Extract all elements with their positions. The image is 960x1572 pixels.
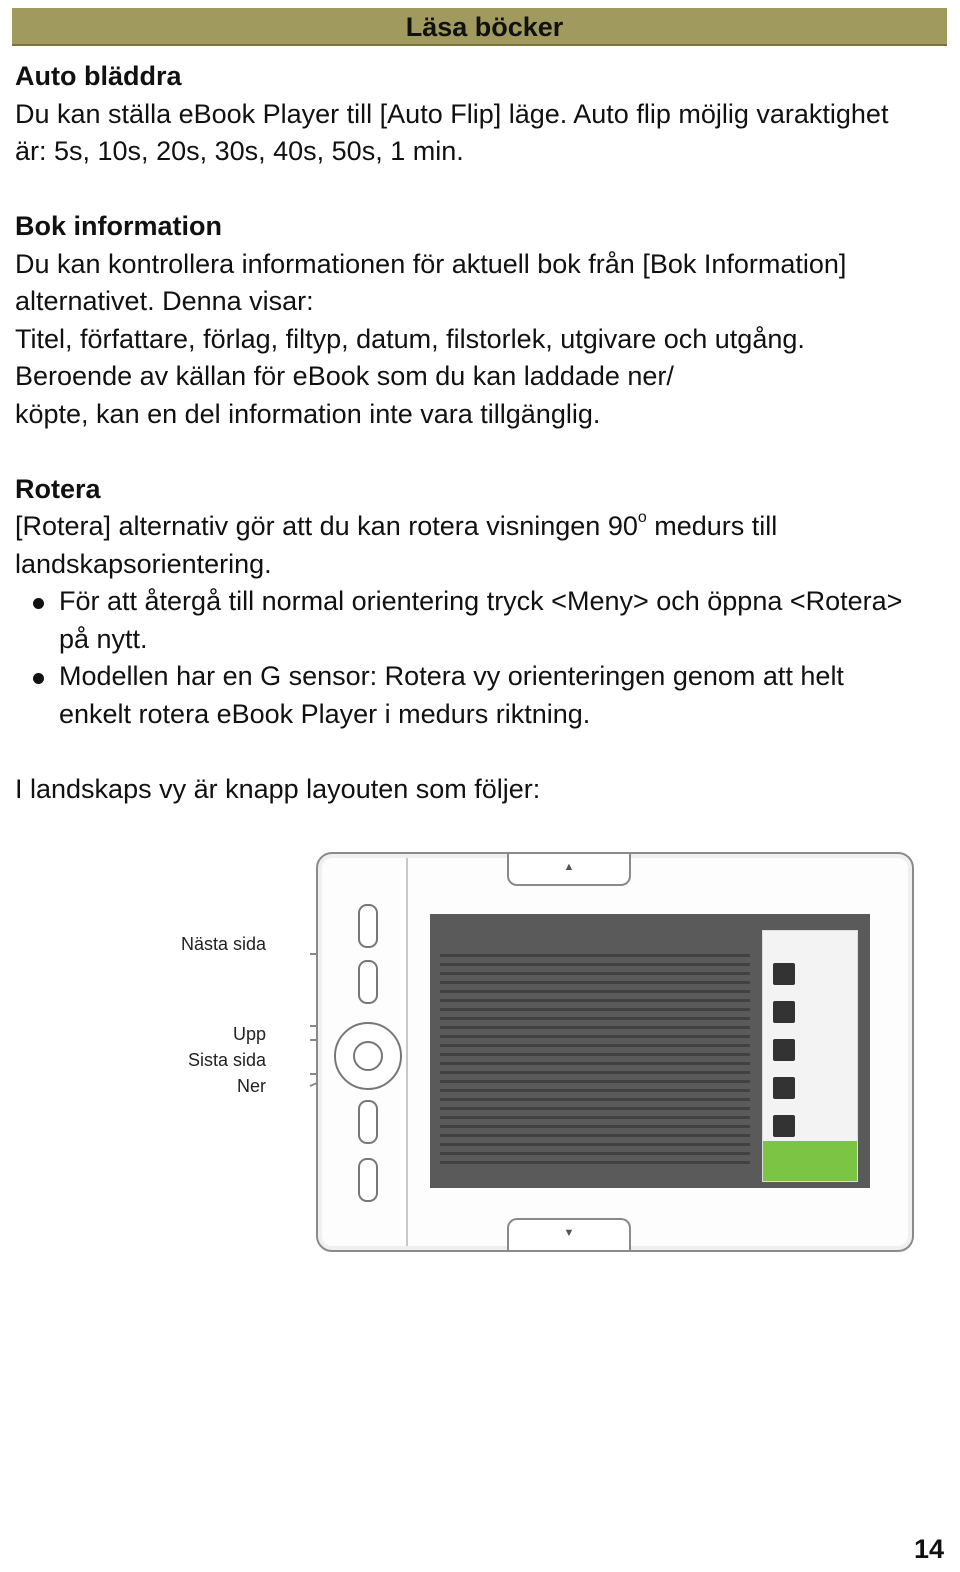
callout-last-page: Sista sida — [187, 1050, 266, 1070]
bezel-divider — [406, 858, 408, 1246]
navigation-pad — [334, 1022, 402, 1090]
heading-rotate: Rotera — [15, 473, 101, 504]
book-info-text-5: köpte, kan en del information inte vara tillgänglig. — [15, 398, 601, 429]
book-info-text-3: Titel, författare, förlag, filtyp, datum, filstorlek, utgivare och utgång. — [15, 323, 805, 354]
screen-text-block — [440, 948, 750, 1168]
menu-button — [358, 1100, 378, 1144]
callout-up: Upp — [232, 1024, 266, 1044]
bookmark-icon — [773, 963, 795, 985]
layout-intro-text: I landskaps vy är knapp layouten som följer: — [15, 773, 541, 804]
top-page-button: ▲ — [507, 854, 631, 886]
rotate-text-1: [Rotera] alternativ gör att du kan rotera visningen 90$^o$ medurs till — [15, 509, 778, 541]
list-item: För att återgå till normal orientering tryck <Meny> och öppna <Rotera> på nytt. — [15, 583, 950, 658]
section-header-bar — [12, 8, 947, 46]
next-page-button — [358, 960, 378, 1004]
book-info-text-4: Beroende av källan för eBook som du kan laddade ner/ — [15, 361, 674, 391]
book-info-text-1: Du kan kontrollera informationen för aktuell bok från [Bok Information] — [15, 248, 847, 279]
page-number: 14 — [914, 1534, 945, 1564]
power-button — [358, 904, 378, 948]
bookmarks-icon — [773, 1001, 795, 1023]
callout-next-page: Nästa sida — [180, 934, 266, 954]
bullet-icon — [33, 673, 44, 684]
rotate-text-2: landskapsorientering. — [15, 548, 272, 579]
callout-down: Ner — [236, 1076, 266, 1096]
section-title: Läsa böcker — [405, 12, 564, 42]
heading-book-info: Bok information — [15, 211, 222, 241]
ebook-player-illustration — [316, 852, 914, 1252]
music-player-icon — [773, 1077, 795, 1099]
device-diagram — [0, 840, 960, 1260]
screen-options-menu — [762, 930, 858, 1182]
ok-button — [353, 1041, 383, 1071]
auto-flip-icon — [773, 1115, 795, 1137]
auto-flip-text-2: är: 5s, 10s, 20s, 30s, 40s, 50s, 1 min. — [15, 136, 464, 166]
heading-auto-flip: Auto bläddra — [15, 61, 182, 91]
go-to-page-icon — [773, 1039, 795, 1061]
back-button — [358, 1158, 378, 1202]
book-info-text-2: alternativet. Denna visar: — [15, 286, 314, 316]
return-menu-row — [763, 1141, 857, 1181]
device-screen — [430, 914, 870, 1188]
auto-flip-text-1: Du kan ställa eBook Player till [Auto Flip] läge. Auto flip möjlig varaktighet — [15, 98, 889, 129]
bottom-page-button: ▼ — [507, 1218, 631, 1250]
bullet-icon — [33, 598, 44, 609]
list-item: Modellen har en G sensor: Rotera vy orienteringen genom att helt enkelt rotera eBook Player i medurs riktning. — [15, 658, 950, 733]
page-content — [15, 58, 950, 808]
